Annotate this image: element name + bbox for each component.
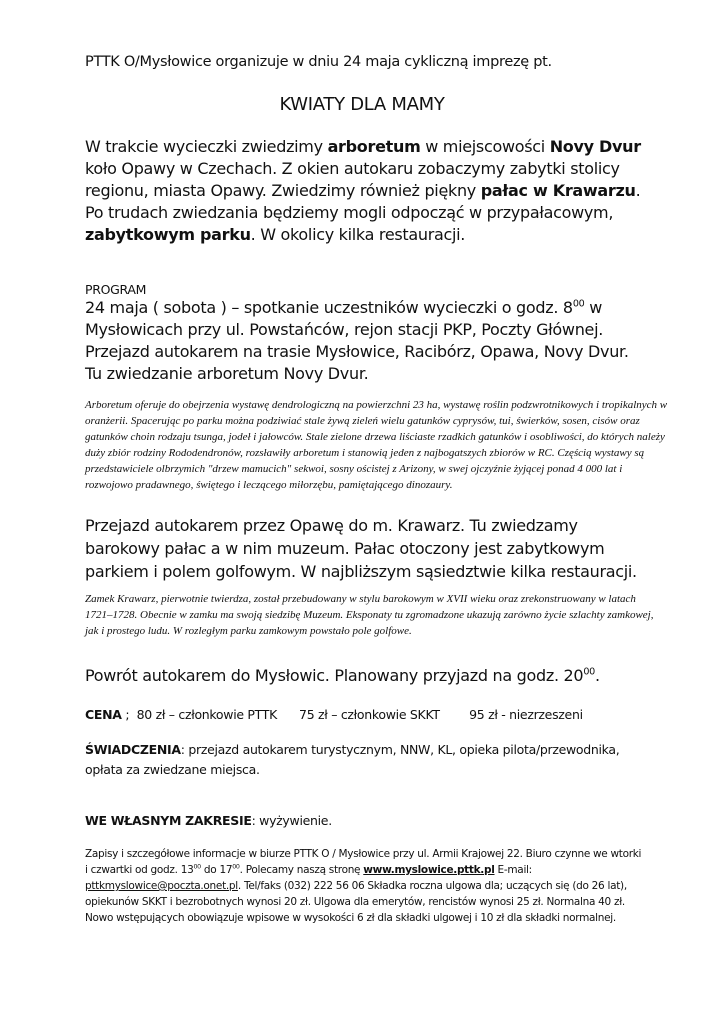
time-superscript: 00: [232, 863, 240, 871]
text-run: Zapisy i szczegółowe informacje w biurze PTTK O / Mysłowice przy ul. Armii Krajowej 22. Biuro czynne we wtorki i czwartki od godz. 13: [85, 848, 642, 876]
program-heading: PROGRAM: [85, 282, 147, 297]
price-line: [85, 706, 645, 724]
bold-park: zabytkowym parku: [85, 225, 251, 244]
text-run: do 17: [200, 864, 233, 876]
bold-arboretum: arboretum: [327, 137, 421, 156]
services-label: ŚWIADCZENIA: [85, 742, 181, 757]
own-expense-text: : wyżywienie.: [251, 813, 332, 828]
own-expense-line: [85, 812, 645, 830]
time-superscript: 00: [583, 666, 595, 678]
services-text: : przejazd autokarem turystycznym, NNW, KL, opieka pilota/przewodnika, opłata za zwiedzane miejsca.: [85, 742, 620, 777]
text-run: 24 maja ( sobota ) – spotkanie uczestników wycieczki o godz. 8: [85, 298, 573, 317]
text-run: Powrót autokarem do Mysłowic. Planowany przyjazd na godz. 20: [85, 666, 584, 685]
text-run: .: [594, 666, 600, 685]
return-description: [85, 665, 645, 687]
price-values: ; 80 zł – członkowie PTTK 75 zł – członkowie SKKT 95 zł - niezrzeszeni: [121, 707, 583, 722]
text-run: . Tel/faks (032) 222 56 06 Składka roczna ulgowa dla; uczących się (do 26 lat), opiekunów SKKT i bezrobotnych wynosi 20 zł. Ulgowa dla emerytów, rencistów wynosi 25 zł. Normalna 40 zł. Nowo wstępujących obowiązuje wpisowe w wysokości 6 zł dla składki ulgowej i 10 zł dla składki normalnej.: [85, 880, 627, 924]
program-day-description: [85, 297, 645, 385]
website-link[interactable]: www.myslowice.pttk.pl: [363, 864, 495, 876]
text-run: . Polecamy naszą stronę: [239, 864, 364, 876]
price-label: CENA: [85, 707, 122, 722]
own-expense-label: WE WŁASNYM ZAKRESIE: [85, 813, 252, 828]
bold-palace: pałac w Krawarzu: [480, 181, 636, 200]
time-superscript: 00: [572, 298, 585, 310]
text-run: . Po trudach zwiedzania będziemy mogli odpocząć w przypałacowym,: [85, 181, 641, 222]
text-run: koło Opawy w Czechach. Z okien autokaru zobaczymy zabytki stolicy regionu, miasta Opawy. Zwiedzimy również piękny: [85, 159, 620, 200]
bold-novy-dvur: Novy Dvur: [549, 137, 641, 156]
krawarz-description: Przejazd autokarem przez Opawę do m. Krawarz. Tu zwiedzamy barokowy pałac a w nim muzeum. Pałac otoczony jest zabytkowym parkiem i polem golfowym. W najbliższym sąsiedztwie kilka restauracji.: [85, 516, 637, 581]
text-run: w Mysłowicach przy ul. Powstańców, rejon stacji PKP, Poczty Głównej. Przejazd autokarem na trasie Mysłowice, Racibórz, Opawa, Novy Dvur. Tu zwiedzanie arboretum Novy Dvur.: [85, 298, 629, 383]
text-run: E-mail:: [494, 864, 532, 876]
text-run: w miejscowości: [420, 137, 550, 156]
intro-line: PTTK O/Mysłowice organizuje w dniu 24 maja cykliczną imprezę pt.: [85, 54, 552, 70]
time-superscript: 00: [193, 863, 201, 871]
footer-info: [85, 846, 645, 926]
trip-description: [85, 136, 645, 246]
event-title: KWIATY DLA MAMY: [279, 94, 445, 115]
text-run: . W okolicy kilka restauracji.: [250, 225, 466, 244]
services-line: [85, 740, 655, 780]
arboretum-note: Arboretum oferuje do obejrzenia wystawę dendrologiczną na powierzchni 23 ha, wystawę roślin podzwrotnikowych i tropikalnych w oranżerii. Spacerując po parku można podziwiać stale żywą zieleń wielu gatunków cyprysów, tui, świerków, sosen, cisów oraz gatunków choin rodzaju tsunga, jodeł i jałowców. Stale zielone drzewa liściaste rzadkich gatunków i osobliwości, do których należy duży zbiór rodziny Rododendronów, rozsławiły arboretum i stanowią jeden z najbogatszych zbiorów w RC. Częścią wystawy są przedstawiciele olbrzymich "drzew mamucich" sekwoi, sosny ościstej z Arizony, w swej ojczyźnie żyjącej ponad 4 000 lat i rozwojowo pradawnego, świętego i leczącego miłorzębu, pamiętającego dinozaury.: [85, 399, 668, 491]
castle-note: Zamek Krawarz, pierwotnie twierdza, został przebudowany w stylu barokowym w XVII wieku oraz zrekonstruowany w latach 1721–1728. Obecnie w zamku ma swoją siedzibę Muzeum. Eksponaty tu zgromadzone ukazują zarówno życie szlachty zamkowej, jak i prostego ludu. W rozległym parku zamkowym powstało pole golfowe.: [85, 593, 654, 637]
text-run: W trakcie wycieczki zwiedzimy: [85, 137, 328, 156]
email-link[interactable]: pttkmyslowice@poczta.onet.pl: [85, 880, 238, 892]
